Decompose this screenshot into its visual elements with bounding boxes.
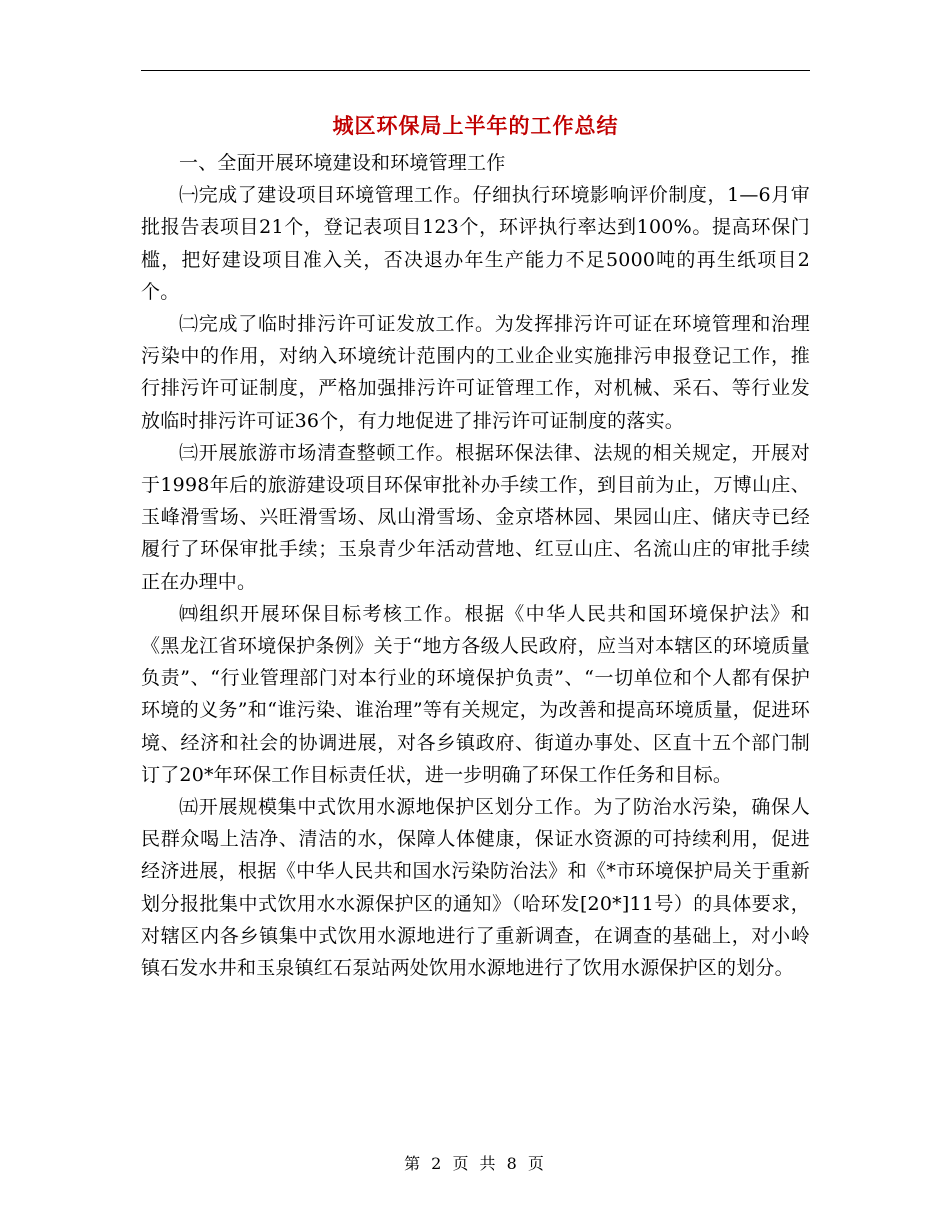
paragraph-2: ㈡完成了临时排污许可证发放工作。为发挥排污许可证在环境管理和治理污染中的作用，对纳入环境统计范围内的工业企业实施排污申报登记工作，推行排污许可证制度，严格加强排污许可证管理工作，对机械、采石、等行业发放临时排污许可证36个，有力地促进了排污许可证制度的落实。 [141, 313, 810, 432]
page-number-footer: 第 2 页 共 8 页 [404, 1154, 547, 1173]
document-title: 城区环保局上半年的工作总结 [332, 114, 619, 138]
paragraph-5: ㈤开展规模集中式饮用水源地保护区划分工作。为了防治水污染，确保人民群众喝上洁净、清洁的水，保障人体健康，保证水资源的可持续利用，促进经济进展，根据《中华人民共和国水污染防治法》和《*市环境保护局关于重新划分报批集中式饮用水水源保护区的通知》（哈环发[20*]11号）的具体要求，对辖区内各乡镇集中式饮用水源地进行了重新调查，在调查的基础上，对小岭镇石发水井和玉泉镇红石泵站两处饮用水源地进行了饮用水源保护区的划分。 [141, 796, 810, 980]
paragraph-3: ㈢开展旅游市场清查整顿工作。根据环保法律、法规的相关规定，开展对于1998年后的旅游建设项目环保审批补办手续工作，到目前为止，万博山庄、玉峰滑雪场、兴旺滑雪场、凤山滑雪场、金京塔林园、果园山庄、储庆寺已经履行了环保审批手续；玉泉青少年活动营地、红豆山庄、名流山庄的审批手续正在办理中。 [141, 441, 810, 593]
header-rule [141, 70, 810, 71]
section-heading: 一、全面开展环境建设和环境管理工作 [179, 152, 506, 174]
paragraph-1: ㈠完成了建设项目环境管理工作。仔细执行环境影响评价制度，1—6月审批报告表项目21个，登记表项目123个，环评执行率达到100%。提高环保门槛，把好建设项目准入关，否决退办年生产能力不足5000吨的再生纸项目2个。 [141, 184, 810, 303]
paragraph-4: ㈣组织开展环保目标考核工作。根据《中华人民共和国环境保护法》和《黑龙江省环境保护条例》关于“地方各级人民政府，应当对本辖区的环境质量负责”、“行业管理部门对本行业的环境保护负责”、“一切单位和个人都有保护环境的义务”和“谁污染、谁治理”等有关规定，为改善和提高环境质量，促进环境、经济和社会的协调进展，对各乡镇政府、街道办事处、区直十五个部门制订了20*年环保工作目标责任状，进一步明确了环保工作任务和目标。 [141, 602, 810, 786]
document-body [141, 147, 810, 984]
